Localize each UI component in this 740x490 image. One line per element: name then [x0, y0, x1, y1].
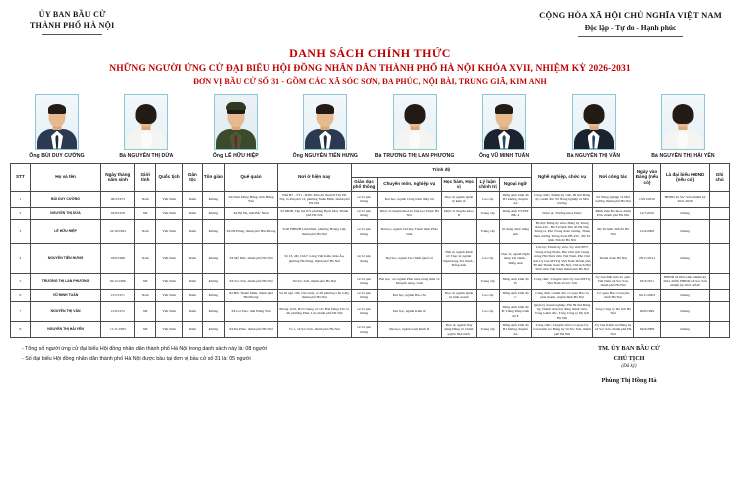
cell-edu-general: 12/12 phổ thông [351, 322, 377, 338]
candidate-photo-caption: Bà NGUYỄN THỊ HẢI YẾN [651, 152, 715, 159]
cell-party-date: 03/3/2011 [633, 273, 660, 289]
cell-nationality: Việt Nam [156, 219, 183, 244]
th-name: Họ và tên [30, 163, 101, 191]
cell-residence: Số 6B2B, Tập thể 8/3, phường Bạch Mai, Thành phố Hà Nội [277, 207, 351, 219]
cell-edu-language: Thạc sĩ, ngành Ngân hàng Tài chính - Tiếng Anh [499, 244, 531, 273]
cell-nationality: Việt Nam [156, 244, 183, 273]
cell-is-hdnd: Không [660, 322, 709, 338]
cell-edu-general: 12/12 phổ thông [351, 219, 377, 244]
cell-note [710, 191, 730, 207]
cell-note [710, 289, 730, 301]
cell-edu-major: Đại học, các ngành Phát triển nông thôn và Khuyến nông, Luật [377, 273, 442, 289]
cell-edu-general: 12/12 phổ thông [351, 301, 377, 322]
th-edu-language: Ngoại ngữ [499, 177, 531, 191]
cell-occupation: Công chức; Chuyên viên Ủy ban MTTQ Việt Nam xã Sóc Sơn [531, 273, 593, 289]
portrait-hair [316, 104, 334, 114]
cell-is-hdnd: HĐND xã Phú Linh nhiệm kỳ 2021-2026, HĐND xã Sóc Sơn nhiệm kỳ 2021-2026 [660, 273, 709, 289]
portrait-hair [583, 104, 604, 124]
cell-edu-language: Tiếng Anh VSTEP Bậc 4 [499, 207, 531, 219]
signature-role: CHỦ TỊCH [613, 354, 645, 362]
motto-underline [578, 36, 683, 37]
th-edu-major: Chuyên môn, nghiệp vụ [377, 177, 442, 191]
cell-sex: Nam [135, 244, 156, 273]
document-footer [0, 338, 740, 386]
page-title: DANH SÁCH CHÍNH THỨC [289, 45, 451, 60]
cell-dob: 21/5/1971 [101, 289, 135, 301]
signature-signed-note: (Đã ký) [621, 363, 637, 369]
cell-is-hdnd: Không [660, 219, 709, 244]
cell-sex: Nam [135, 219, 156, 244]
candidate-photo-cell [551, 94, 637, 159]
candidate-portrait [661, 94, 705, 150]
cell-ethnic: Kinh [183, 322, 203, 338]
cell-edu-general: 12/12 phổ thông [351, 191, 377, 207]
candidate-portrait [35, 94, 79, 150]
table-row[interactable] [11, 322, 730, 338]
cell-edu-degree [442, 273, 476, 289]
candidate-photo-caption: Ông NGUYỄN TIẾN HƯNG [292, 152, 358, 159]
cell-name: NGUYỄN TIẾN HƯNG [30, 244, 101, 273]
cell-stt: 7 [11, 301, 31, 322]
cell-nationality: Việt Nam [156, 207, 183, 219]
cell-stt: 4 [11, 244, 31, 273]
th-hometown: Quê quán [224, 163, 277, 191]
cell-stt: 6 [11, 289, 31, 301]
cell-party-date: 14/7/2010 [633, 207, 660, 219]
th-dob: Ngày tháng năm sinh [101, 163, 135, 191]
cell-edu-major: Đại học, ngành Báo chí [377, 289, 442, 301]
cell-edu-major: Đại học, ngành Kinh tế [377, 301, 442, 322]
cell-note [710, 273, 730, 289]
cell-religion: Không [202, 244, 224, 273]
cell-hometown: Xã Mỹ Đức, thành phố Hà Nội [224, 244, 277, 273]
cell-occupation: Công chức; Chuyên viên Cơ quan Ủy ban Kiểm tra Đảng ủy xã Sóc Sơn, thành phố Hà Nội [531, 322, 593, 338]
cell-is-hdnd: HĐND xã Sóc Sơn nhiệm kỳ 2021-2026 [660, 191, 709, 207]
candidate-portrait [214, 94, 258, 150]
cell-is-hdnd: Không [660, 301, 709, 322]
cell-name: NGUYỄN THỊ DỨA [30, 207, 101, 219]
cell-edu-language: Tiếng Anh trình độ B1 không chuyên A2 [499, 322, 531, 338]
portrait-hair [672, 104, 693, 124]
cell-religion: Không [202, 322, 224, 338]
cell-stt: 5 [11, 273, 31, 289]
authority-underline [42, 34, 102, 35]
cell-hometown: Xã Bố Hạ, tỉnh Bắc Ninh [224, 207, 277, 219]
cell-party-date: 04/6/2008 [633, 322, 660, 338]
th-workplace: Nơi công tác [593, 163, 634, 191]
cell-dob: 03/6/1988 [101, 244, 135, 273]
candidate-portrait [482, 94, 526, 150]
table-row[interactable] [11, 289, 730, 301]
candidate-table [10, 163, 730, 339]
cell-sex: Nữ [135, 273, 156, 289]
th-education-group: Trình độ [351, 163, 531, 177]
portrait-hair [404, 104, 425, 124]
th-religion: Tôn giáo [202, 163, 224, 191]
cell-edu-major: Đại học, ngành Tài chính Quốc tế [377, 244, 442, 273]
cell-ethnic: Kinh [183, 301, 203, 322]
document-header [0, 0, 740, 37]
cell-religion: Không [202, 289, 224, 301]
cell-edu-language: Tiếng Anh trình độ B1 không chuyên A2 [499, 191, 531, 207]
cell-sex: Nam [135, 191, 156, 207]
cell-edu-politics: Cao cấp [476, 289, 499, 301]
cell-party-date: 28/11/2014 [633, 244, 660, 273]
cell-workplace: Cơ quan Báo và truyền hình Hà Nội [593, 289, 634, 301]
cell-edu-politics: Cao cấp [476, 301, 499, 322]
th-edu-degree: Học hàm, Học vị [443, 178, 475, 190]
cell-stt: 3 [11, 219, 31, 244]
candidate-photo-caption: Ông BÙI DUY CƯỜNG [29, 152, 85, 159]
portrait-hair [495, 104, 513, 114]
th-is-hdnd: Là đại biểu HĐND (nếu có) [660, 163, 709, 191]
portrait-hair [136, 104, 157, 124]
table-row[interactable] [11, 207, 730, 219]
summary-notes [22, 344, 267, 386]
cell-edu-general: 12/12 phổ thông [351, 273, 377, 289]
th-party-date: Ngày vào Đảng (nếu có) [633, 163, 660, 191]
candidate-photo-caption: Bà NGUYỄN THỊ DỨA [119, 152, 174, 159]
cell-sex: Nữ [135, 207, 156, 219]
cell-edu-language: Tiếng Anh trình độ B; Tiếng Pháp trình độ E [499, 301, 531, 322]
cell-workplace: Thành đoàn Hà Nội [593, 244, 634, 273]
table-row[interactable] [11, 191, 730, 207]
candidate-table-wrap [0, 159, 740, 339]
cell-note [710, 207, 730, 219]
national-heading [539, 10, 722, 37]
candidate-photo-cell [103, 94, 189, 159]
candidate-photo-cell [282, 94, 368, 159]
th-edu-general: Giáo dục phổ thông [352, 178, 376, 190]
cell-workplace: Sở Nông nghiệp và Môi trường thành phố Hà Nội [593, 191, 634, 207]
cell-sex: Nam [135, 289, 156, 301]
cell-edu-politics: Cao cấp [476, 244, 499, 273]
cell-nationality: Việt Nam [156, 301, 183, 322]
table-row[interactable] [11, 244, 730, 273]
cell-nationality: Việt Nam [156, 289, 183, 301]
cell-nationality: Việt Nam [156, 273, 183, 289]
cell-residence: Xã Sóc Sơn, thành phố Hà Nội [277, 273, 351, 289]
cell-edu-language: Số dụng được tiếng anh [499, 219, 531, 244]
cell-residence: 3140 HH02B Linh Đàm, phường Hoàng Liệt, thành phố Hà Nội [277, 219, 351, 244]
cell-edu-general: 12/12 phổ thông [351, 289, 377, 301]
cell-stt: 8 [11, 322, 31, 338]
table-row[interactable] [11, 219, 730, 244]
cell-party-date: 04/11/2004 [633, 289, 660, 301]
portrait-hair [48, 104, 66, 114]
th-sex: Giới tính [135, 163, 156, 191]
cell-residence: Số 20 ngõ 109, Cầu Giấy, tổ 28 phường Cầu Giấy, thành phố Hà Nội [279, 290, 350, 300]
th-note: Ghi chú [710, 163, 730, 191]
cell-occupation: Công chức; Thành ủy viên, Bí thư Đảng ủy, Giám đốc Sở Nông nghiệp và Môi trường [531, 191, 593, 207]
cell-religion: Không [202, 273, 224, 289]
table-row[interactable] [11, 301, 730, 322]
cell-hometown: Xã Lạc Đạo, tỉnh Hưng Yên [224, 301, 277, 322]
cell-dob: 02/12/1986 [101, 273, 135, 289]
table-row[interactable] [11, 273, 730, 289]
cell-religion: Không [202, 207, 224, 219]
cell-stt: 2 [11, 207, 31, 219]
authority-line-2: THÀNH PHỐ HÀ NỘI [30, 20, 115, 30]
portrait-military-cap [226, 102, 246, 110]
cell-edu-language: Tiếng Anh trình độ B [499, 273, 531, 289]
cell-party-date: 21/6/2008 [633, 219, 660, 244]
cell-edu-degree [442, 219, 476, 244]
cell-edu-general: 12/12 phổ thông [351, 244, 377, 273]
candidate-portrait [393, 94, 437, 150]
cell-nationality: Việt Nam [156, 191, 183, 207]
cell-edu-general: 12/12 phổ thông [351, 207, 377, 219]
cell-party-date: 09/6/1999 [633, 301, 660, 322]
cell-note [710, 322, 730, 338]
cell-edu-degree: Thạc sĩ, ngành Quản trị kinh doanh [442, 289, 476, 301]
cell-name: VŨ MINH TUẤN [30, 289, 101, 301]
cell-hometown: Xã Sóc Sơn, thành phố Hà Nội [224, 273, 277, 289]
cell-edu-major: Đại học, ngành Công trình thủy lợi [377, 191, 442, 207]
cell-religion: Không [202, 219, 224, 244]
th-residence: Nơi ở hiện nay [277, 163, 351, 191]
cell-name: NGUYỄN THỊ HẢI YẾN [30, 322, 101, 338]
cell-ethnic: Kinh [183, 244, 203, 273]
cell-edu-politics: Trung cấp [476, 219, 499, 244]
cell-ethnic: Kinh [183, 191, 203, 207]
cell-edu-politics: Trung cấp [476, 207, 499, 219]
document-titles [0, 46, 740, 86]
cell-note [710, 244, 730, 273]
candidate-photo-cell [640, 94, 726, 159]
cell-occupation: Bộ đội; Đảng ủy viên, Đảng ủy Trung đoàn 432 - Bộ Tư lệnh Thủ đô Hà Nội, Trung tá, Phó Trung đoàn trưởng, Tham mưu trưởng Trung đoàn PB 432 - Bộ Tư lệnh Thủ đô Hà Nội [531, 219, 593, 244]
signature-block [534, 344, 724, 386]
summary-note-elected: - Số đại biểu Hội đồng nhân dân thành phố Hà Nội được bầu tại đơn vị bầu cử số 31 là: 05 người [22, 356, 251, 363]
cell-ethnic: Kinh [183, 219, 203, 244]
cell-edu-degree: Tiến sĩ, ngành Kinh tế; Thạc sĩ, ngành Ngân hàng Tài chính - Tiếng Anh [442, 244, 476, 273]
cell-party-date: 13/01/2010 [633, 191, 660, 207]
cell-workplace: Ủy ban Mặt trận Tổ quốc Việt Nam xã Sóc Sơn, thành phố Hà Nội [593, 273, 634, 289]
cell-is-hdnd: Không [660, 244, 709, 273]
candidate-photo-cell [14, 94, 100, 159]
candidate-portrait [124, 94, 168, 150]
candidate-portrait [303, 94, 347, 150]
cell-ethnic: Kinh [183, 273, 203, 289]
cell-nationality: Việt Nam [156, 322, 183, 338]
cell-workplace: Bệnh viện Đa khoa Xanh Pôn, thành phố Hà Nội [593, 207, 634, 219]
header-row-top [11, 163, 730, 177]
cell-is-hdnd: Không [660, 289, 709, 301]
cell-dob: 02/8/1978 [101, 207, 135, 219]
cell-occupation: Quản lý doanh nghiệp; Phó Bí thư Đảng ủy, Thành viên hội đồng thành viên, Tổng Giám đốc, Tổng Công ty Du lịch Hà Nội [531, 301, 593, 322]
signature-org: TM. ỦY BAN BẦU CỬ [598, 345, 660, 353]
cell-ethnic: Kinh [183, 207, 203, 219]
candidate-portrait [572, 94, 616, 150]
cell-name: BÙI DUY CƯỜNG [30, 191, 101, 207]
cell-hometown: Xã Bắc Thanh Miện, thành phố Hải Phòng [224, 289, 277, 301]
signature-name: Phùng Thị Hồng Hà [601, 377, 657, 385]
cell-edu-degree: Thạc sĩ, ngành Xây dựng Đảng và Chính quyền Nhà nước [442, 322, 476, 338]
constituency-line: ĐƠN VỊ BẦU CỬ SỐ 31 - GỒM CÁC XÃ SÓC SƠN, ĐA PHÚC, NỘI BÀI, TRUNG GIÃ, KIM ANH [193, 76, 547, 86]
cell-sex: Nữ [135, 322, 156, 338]
authority-line-1: ỦY BAN BẦU CỬ [38, 10, 106, 19]
cell-edu-major: Dược sĩ chuyên khoa II, Đại học Dược Hà Nội [377, 207, 442, 219]
candidate-photo-cell [461, 94, 547, 159]
cell-religion: Không [202, 191, 224, 207]
cell-workplace: Tổng Công ty Du lịch Hà Nội [593, 301, 634, 322]
cell-workplace: Bộ Tư lệnh Thủ đô Hà Nội [593, 219, 634, 244]
candidate-photo-caption: Ông VŨ MINH TUẤN [478, 152, 530, 159]
cell-edu-degree: Dược sĩ chuyên khoa II [442, 207, 476, 219]
cell-workplace: Ủy ban Kiểm tra Đảng ủy xã Sóc Sơn, thành phố Hà Nội [593, 322, 634, 338]
cell-hometown: Xã Hà Đông, thành phố Hải Phòng [224, 219, 277, 244]
cell-hometown: Xã Đa Phúc, thành phố Hà Nội [224, 322, 277, 338]
cell-residence: Phòng 1102, B13 Chung cư các Ban Đảng TW, tổ 46, phường Phúc Lợi, thành phố Hà Nội [277, 301, 351, 322]
cell-edu-degree [442, 301, 476, 322]
th-ethnic: Dân tộc [183, 163, 203, 191]
candidate-photo-cell [372, 94, 458, 159]
cell-stt: 1 [11, 191, 31, 207]
cell-edu-major: Đại học, ngành Luật Kinh tế [377, 322, 442, 338]
cell-is-hdnd: Không [660, 207, 709, 219]
page-subtitle: NHỮNG NGƯỜI ỨNG CỬ ĐẠI BIỂU HỘI ĐỒNG NHÂN DÂN THÀNH PHỐ HÀ NỘI KHÓA XVII, NHIỆM KỲ 2026-2031 [109, 63, 631, 74]
cell-edu-politics: Trung cấp [476, 273, 499, 289]
cell-note [710, 219, 730, 244]
cell-edu-degree: Thạc sĩ, ngành Quản lý kinh tế [442, 191, 476, 207]
cell-residence: Số 13, dãy 16A7, Làng Việt Kiều châu Âu, phường Hà Đông, thành phố Hà Nội [277, 244, 351, 273]
cell-note [710, 301, 730, 322]
cell-residence: Nhà H7 - TT1 - RT61 Khu đô thị mới Tây Hồ Tây, tổ dân phố 14, phường Xuân Đỉnh, thành phố Hà Nội [278, 192, 350, 206]
cell-name: TRƯƠNG THỊ LAN PHƯƠNG [30, 273, 101, 289]
cell-occupation: Cán bộ; Thành ủy viên, Ủy viên BTV Trung ương Đoàn, Phó Chủ tịch Trung ương Hội Sinh viên Việt Nam, Phó Chủ tịch Ủy ban MTTQ Việt Nam Thành phố, Bí thư Thành đoàn Hà Nội, Chủ tịch Hội Sinh viên Việt Nam thành phố Hà Nội [533, 245, 592, 272]
cell-dob: 11/11/1983 [101, 322, 135, 338]
th-nationality: Quốc tịch [156, 163, 183, 191]
issuing-authority [30, 10, 115, 37]
candidate-photo-strip [0, 86, 740, 159]
summary-note-total: - Tổng số người ứng cử đại biểu Hội đồng nhân dân thành phố Hà Nội trong danh sách này là: 08 người [22, 346, 267, 353]
cell-edu-politics: Trung cấp [476, 322, 499, 338]
cell-hometown: Xã Nam Đồng Hưng, tỉnh Hưng Yên [224, 191, 277, 207]
cell-dob: 22/10/1984 [101, 219, 135, 244]
national-motto: Độc lập - Tự do - Hạnh phúc [584, 23, 677, 33]
cell-ethnic: Kinh [183, 289, 203, 301]
th-edu-politics: Lý luận chính trị [476, 177, 499, 191]
cell-edu-language: Tiếng Anh trình độ C [499, 289, 531, 301]
candidate-photo-caption: Bà NGUYỄN THỊ VÂN [566, 152, 621, 159]
cell-edu-major: Đại học, ngành Chỉ huy Tham mưu Pháo binh [377, 219, 442, 244]
candidate-photo-caption: Bà TRƯƠNG THỊ LAN PHƯƠNG [374, 152, 455, 159]
cell-dob: 12/9/1972 [101, 301, 135, 322]
cell-residence: Tổ 1, xã Sóc Sơn, thành phố Hà Nội [277, 322, 351, 338]
candidate-photo-cell [193, 94, 279, 159]
table-body [11, 191, 730, 338]
table-head [11, 163, 730, 191]
candidate-photo-caption: Ông LÊ HỮU HIỆP [212, 152, 259, 159]
national-title: CỘNG HÒA XÃ HỘI CHỦ NGHĨA VIỆT NAM [539, 10, 722, 20]
cell-occupation: Dược sĩ, Trưởng khoa Dược [531, 207, 593, 219]
cell-name: NGUYỄN THỊ VÂN [30, 301, 101, 322]
cell-occupation: Công chức; Giám đốc cơ quan Báo và phát thanh, truyền hình Hà Nội [531, 289, 593, 301]
cell-religion: Không [202, 301, 224, 322]
cell-edu-politics: Cao cấp [476, 191, 499, 207]
cell-dob: 06/3/1973 [101, 191, 135, 207]
cell-name: LÊ HỮU HIỆP [30, 219, 101, 244]
cell-sex: Nữ [135, 301, 156, 322]
th-occupation: Nghề nghiệp, chức vụ [531, 163, 593, 191]
th-stt: STT [11, 163, 31, 191]
